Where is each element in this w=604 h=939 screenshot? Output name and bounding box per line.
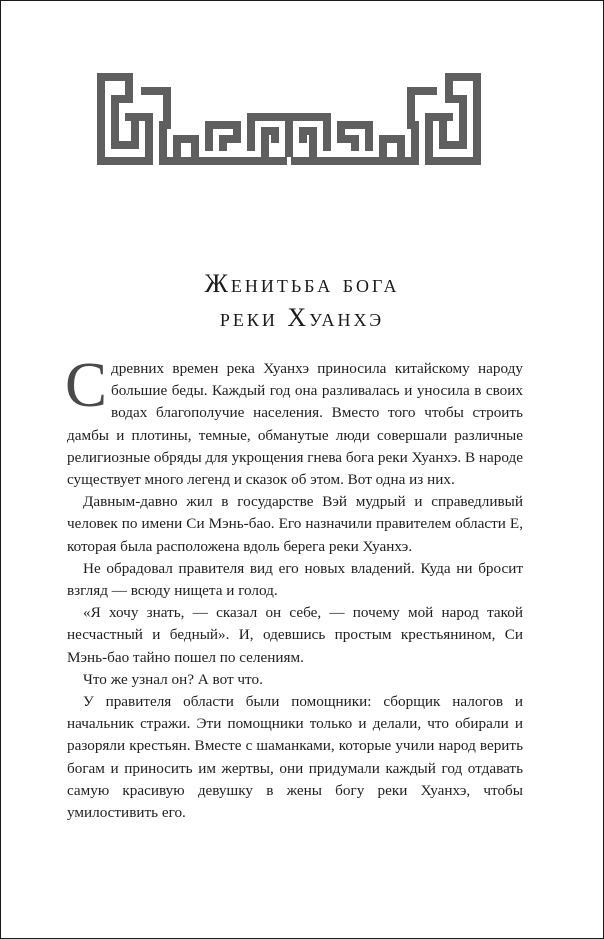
chapter-title-line-1: Женитьба бога: [204, 269, 400, 298]
paragraph: У правителя области были помощники: сборщик налогов и начальник стражи. Эти помощники только и делали, что обирали и разоряли крестьян. Вместе с шаманками, которые учили народ верить богам и приносить им жертвы, они придумали каждый год отдавать самую красивую девушку в жены богу реки Хуанхэ, чтобы умилостивить его.: [67, 693, 523, 822]
chapter-body: [65, 350, 523, 824]
paragraph: «Я хочу знать, — сказал он себе, — почему мой народ такой несчастный и бедный». И, одевшись простым крестьянином, Си Мэнь-бао тайно пошел по селениям.: [67, 604, 523, 666]
paragraph: Давным-давно жил в государстве Вэй мудрый и справедливый человек по имени Си Мэнь-бао. Его назначили правителем области Е, которая была расположена вдоль берега реки Хуанхэ.: [67, 493, 523, 555]
paragraph: Что же узнал он? А вот что.: [83, 670, 263, 688]
chapter-title-line-2: реки Хуанхэ: [219, 303, 385, 332]
paragraph: [65, 350, 523, 491]
greek-key-ornament-icon: [97, 73, 481, 165]
drop-cap: С: [65, 350, 108, 420]
paragraph: Не обрадовал правителя вид его новых владений. Куда ни бросит взгляд — всюду нищета и голод.: [67, 559, 523, 600]
paragraph-text: древних времен река Хуанхэ приносила китайскому народу большие беды. Каждый год она разливалась и уносила в своих водах благополучие населения. Вместо того чтобы строить дамбы и плотины, темные, обманутые люди совершали различные религиозные обряды для укрощения гнева бога реки Хуанхэ. В народе существует много легенд и сказок об этом. Вот одна из них.: [67, 360, 523, 489]
